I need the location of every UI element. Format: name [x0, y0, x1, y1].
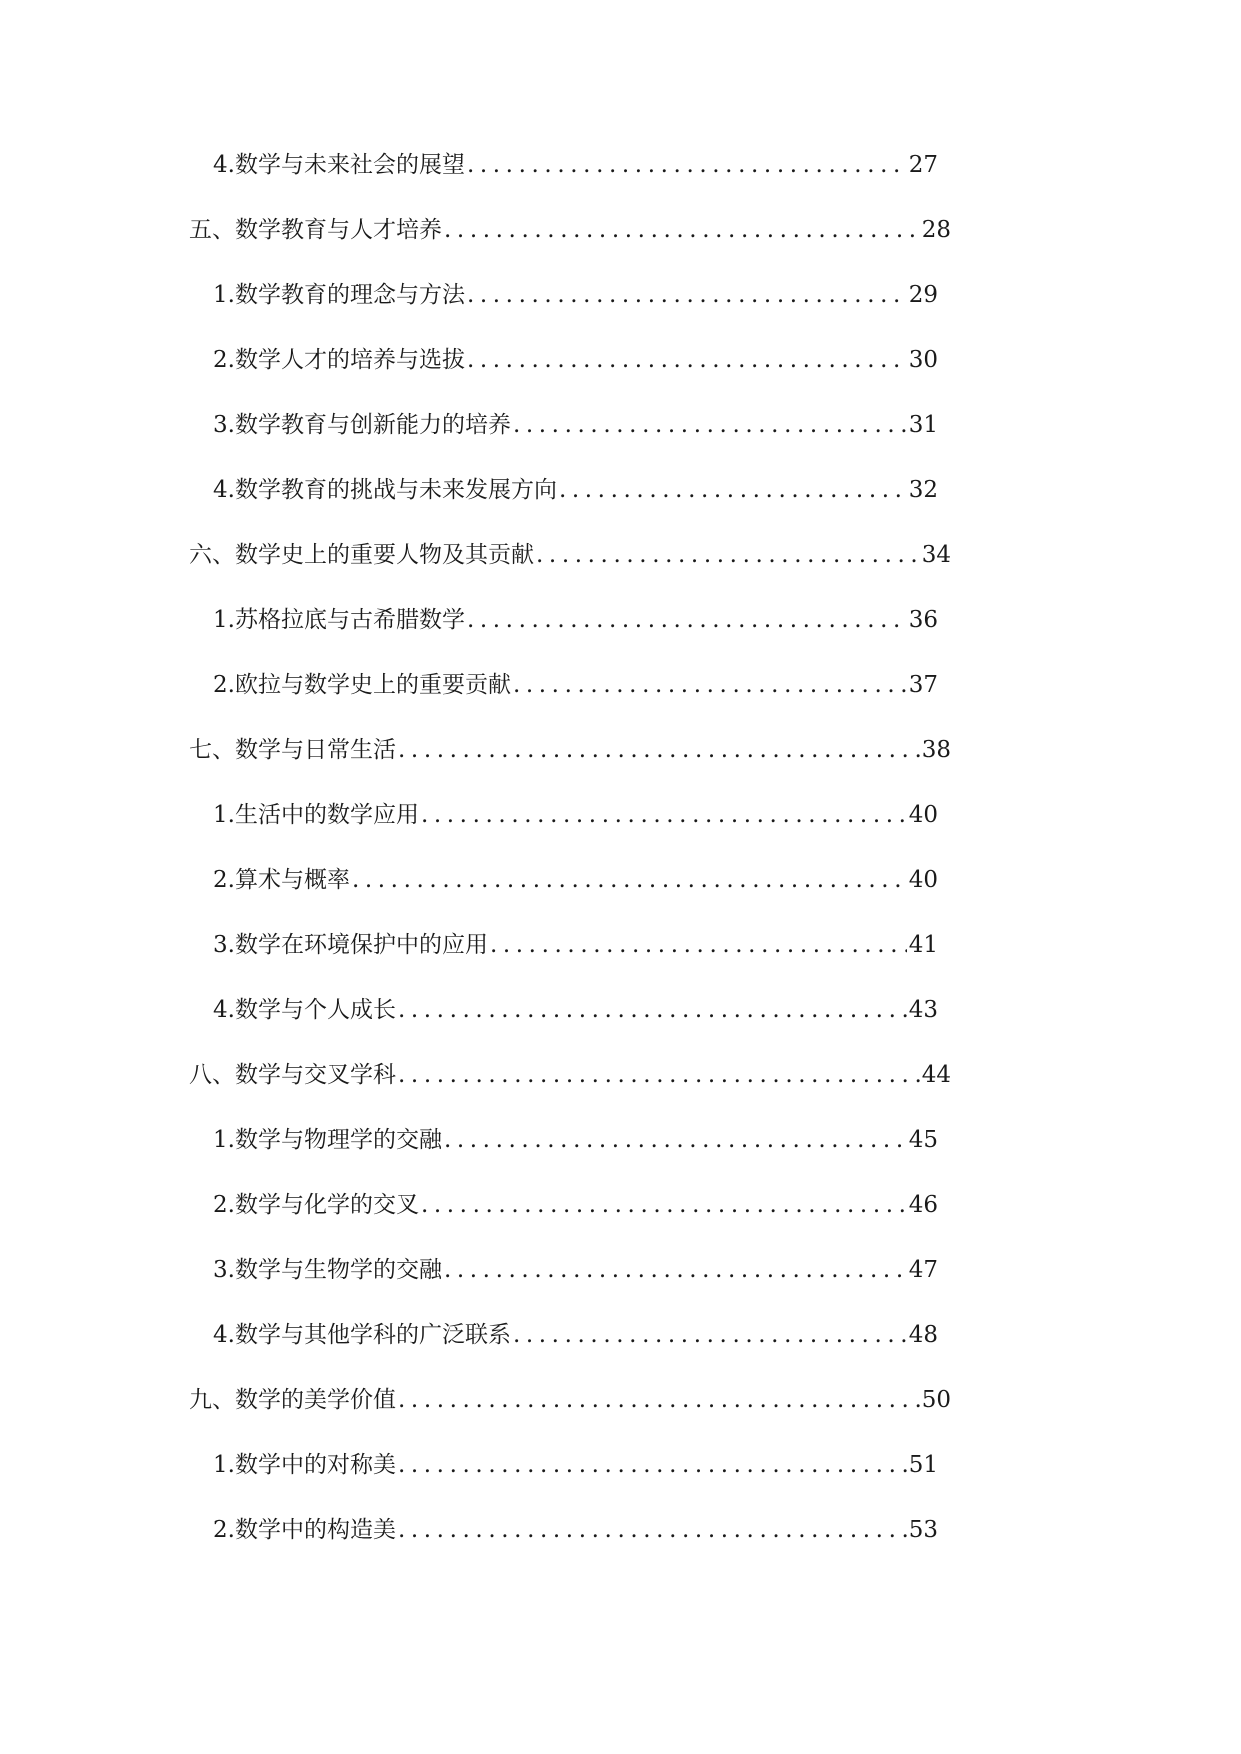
toc-entry-page: 38: [921, 737, 951, 763]
toc-entry-page: 37: [908, 672, 938, 698]
toc-entry-page: 40: [908, 802, 938, 828]
toc-entry-page: 34: [921, 542, 951, 568]
toc-entry-title: 数学教育的挑战与未来发展方向: [234, 477, 557, 503]
toc-entry-page: 28: [921, 217, 951, 243]
toc-entry-number: 1.: [213, 282, 235, 308]
toc-entry-page: 46: [908, 1192, 938, 1218]
toc-entry-page: 44: [921, 1062, 951, 1088]
toc-entry-number: 3.: [213, 412, 235, 438]
toc-entry-number: 1.: [213, 1127, 235, 1153]
dot-leader: [513, 410, 907, 440]
toc-entry[interactable]: [213, 865, 938, 895]
toc-entry[interactable]: [213, 345, 938, 375]
toc-entry-page: 50: [921, 1387, 951, 1413]
toc-entry-number: 2.: [213, 1517, 235, 1543]
toc-entry-number: 4.: [213, 477, 235, 503]
dot-leader: [398, 1515, 907, 1545]
dot-leader: [559, 475, 907, 505]
dot-leader: [352, 865, 907, 895]
toc-entry-page: 30: [908, 347, 938, 373]
toc-entry-page: 32: [908, 477, 938, 503]
dot-leader: [467, 345, 907, 375]
toc-entry-number: 3.: [213, 932, 235, 958]
dot-leader: [398, 735, 920, 765]
dot-leader: [467, 150, 907, 180]
toc-entry-title: 数学与生物学的交融: [234, 1257, 442, 1283]
toc-entry-number: 2.: [213, 347, 235, 373]
toc-chapter-entry[interactable]: [189, 1385, 951, 1415]
toc-entry-page: 45: [908, 1127, 938, 1153]
toc-entry-title: 数学与个人成长: [234, 997, 396, 1023]
toc-entry-number: 4.: [213, 152, 235, 178]
dot-leader: [467, 280, 907, 310]
toc-entry-title: 数学教育的理念与方法: [234, 282, 465, 308]
toc-entry-title: 生活中的数学应用: [234, 802, 419, 828]
toc-entry[interactable]: [213, 410, 938, 440]
dot-leader: [421, 1190, 907, 1220]
toc-entry-number: 1.: [213, 607, 235, 633]
toc-entry[interactable]: [213, 1125, 938, 1155]
toc-entry-title: 七、数学与日常生活: [189, 737, 396, 763]
toc-entry-number: 2.: [213, 867, 235, 893]
toc-entry-title: 数学中的构造美: [234, 1517, 396, 1543]
toc-entry-title: 欧拉与数学史上的重要贡献: [234, 672, 511, 698]
toc-entry-number: 2.: [213, 1192, 235, 1218]
toc-entry[interactable]: [213, 1190, 938, 1220]
dot-leader: [444, 1255, 907, 1285]
toc-chapter-entry[interactable]: [189, 1060, 951, 1090]
toc-entry[interactable]: [213, 605, 938, 635]
toc-entry-page: 41: [908, 932, 938, 958]
toc-entry-title: 九、数学的美学价值: [189, 1387, 396, 1413]
dot-leader: [536, 540, 920, 570]
toc-entry[interactable]: [213, 930, 938, 960]
toc-entry-title: 八、数学与交叉学科: [189, 1062, 396, 1088]
dot-leader: [444, 215, 920, 245]
toc-entry-title: 六、数学史上的重要人物及其贡献: [189, 542, 534, 568]
toc-entry-number: 1.: [213, 1452, 235, 1478]
toc-entry-number: 3.: [213, 1257, 235, 1283]
toc-entry-page: 40: [908, 867, 938, 893]
toc-entry-number: 2.: [213, 672, 235, 698]
toc-entry-title: 数学在环境保护中的应用: [234, 932, 488, 958]
toc-entry[interactable]: [213, 800, 938, 830]
toc-chapter-entry[interactable]: [189, 540, 951, 570]
toc-entry[interactable]: [213, 670, 938, 700]
toc-entry-title: 算术与概率: [234, 867, 350, 893]
toc-entry-number: 4.: [213, 1322, 235, 1348]
toc-entry-page: 31: [908, 412, 938, 438]
dot-leader: [513, 1320, 907, 1350]
toc-chapter-entry[interactable]: [189, 215, 951, 245]
toc-entry-page: 48: [908, 1322, 938, 1348]
dot-leader: [421, 800, 907, 830]
toc-entry-page: 53: [908, 1517, 938, 1543]
toc-entry-title: 苏格拉底与古希腊数学: [234, 607, 465, 633]
toc-entry-page: 43: [908, 997, 938, 1023]
toc-entry-title: 数学与物理学的交融: [234, 1127, 442, 1153]
toc-entry[interactable]: [213, 150, 938, 180]
toc-entry[interactable]: [213, 1255, 938, 1285]
dot-leader: [398, 995, 907, 1025]
dot-leader: [398, 1385, 920, 1415]
toc-entry-title: 五、数学教育与人才培养: [189, 217, 442, 243]
dot-leader: [398, 1450, 907, 1480]
toc-entry-page: 27: [908, 152, 938, 178]
dot-leader: [398, 1060, 920, 1090]
dot-leader: [490, 930, 907, 960]
toc-entry-title: 数学与化学的交叉: [234, 1192, 419, 1218]
toc-entry-page: 29: [908, 282, 938, 308]
toc-entry[interactable]: [213, 995, 938, 1025]
toc-entry-title: 数学人才的培养与选拔: [234, 347, 465, 373]
toc-entry-page: 47: [908, 1257, 938, 1283]
toc-entry-page: 51: [908, 1452, 938, 1478]
toc-entry-number: 4.: [213, 997, 235, 1023]
toc-entry-number: 1.: [213, 802, 235, 828]
dot-leader: [467, 605, 907, 635]
toc-entry-page: 36: [908, 607, 938, 633]
dot-leader: [513, 670, 907, 700]
toc-entry[interactable]: [213, 1515, 938, 1545]
toc-entry-title: 数学教育与创新能力的培养: [234, 412, 511, 438]
toc-chapter-entry[interactable]: [189, 735, 951, 765]
toc-entry[interactable]: [213, 280, 938, 310]
toc-entry[interactable]: [213, 475, 938, 505]
toc-entry[interactable]: [213, 1320, 938, 1350]
dot-leader: [444, 1125, 907, 1155]
toc-entry-title: 数学中的对称美: [234, 1452, 396, 1478]
toc-entry[interactable]: [213, 1450, 938, 1480]
toc-entry-title: 数学与未来社会的展望: [234, 152, 465, 178]
toc-entry-title: 数学与其他学科的广泛联系: [234, 1322, 511, 1348]
